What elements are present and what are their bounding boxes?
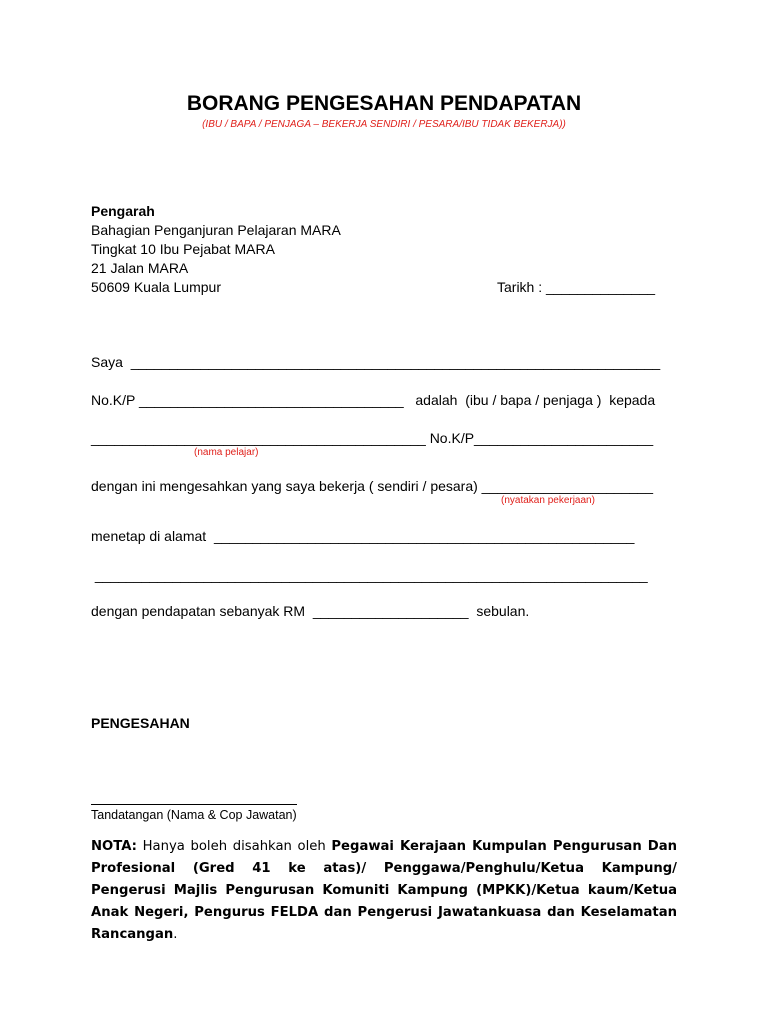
student-name-hint: (nama pelajar) [194, 447, 259, 458]
signature-label: Tandatangan (Nama & Cop Jawatan) [91, 808, 297, 822]
note-label: NOTA: [91, 839, 137, 854]
signature-line [91, 804, 297, 805]
ic-number-line: No.K/P __________________________________ adalah (ibu / bapa / penjaga ) kepada [91, 392, 656, 408]
address-line-4: 50609 Kuala Lumpur [91, 279, 221, 295]
note-paragraph [91, 836, 677, 946]
date-field: Tarikh : ______________ [497, 279, 656, 295]
residence-line-2: _______________________________________________________________________ [91, 567, 648, 583]
note-end: . [173, 927, 178, 942]
recipient-title: Pengarah [91, 203, 155, 219]
form-subtitle: (IBU / BAPA / PENJAGA – BEKERJA SENDIRI / PESARA/IBU TIDAK BEKERJA)) [202, 119, 566, 130]
form-title: BORANG PENGESAHAN PENDAPATAN [186, 92, 582, 115]
verification-heading: PENGESAHAN [91, 715, 190, 731]
address-line-1: Bahagian Penganjuran Pelajaran MARA [91, 222, 341, 238]
note-intro: Hanya boleh disahkan oleh [136, 839, 332, 854]
address-line-2: Tingkat 10 Ibu Pejabat MARA [91, 241, 275, 257]
note-authorities: Pegawai Kerajaan Kumpulan Pengurusan Dan Profesional (Gred 41 ke atas)/ Penggawa/Penghulu/Ketua Kampung/ Pengerusi Majlis Pengurusan Komuniti Kampung (MPKK)/Ketua kaum/Ketua Anak Negeri, Pengurus FELDA dan Pengerusi Jawatankuasa dan Keselamatan Rancangan [91, 839, 677, 942]
income-line: dengan pendapatan sebanyak RM ____________________ sebulan. [91, 603, 530, 619]
name-line: Saya ____________________________________________________________________ [91, 354, 661, 370]
address-line-3: 21 Jalan MARA [91, 260, 189, 276]
occupation-line: dengan ini mengesahkan yang saya bekerja ( sendiri / pesara) ______________________ [91, 478, 653, 494]
student-line: ___________________________________________ No.K/P_______________________ [91, 430, 654, 446]
residence-line: menetap di alamat ______________________________________________________ [91, 528, 635, 544]
occupation-hint: (nyatakan pekerjaan) [501, 495, 595, 506]
